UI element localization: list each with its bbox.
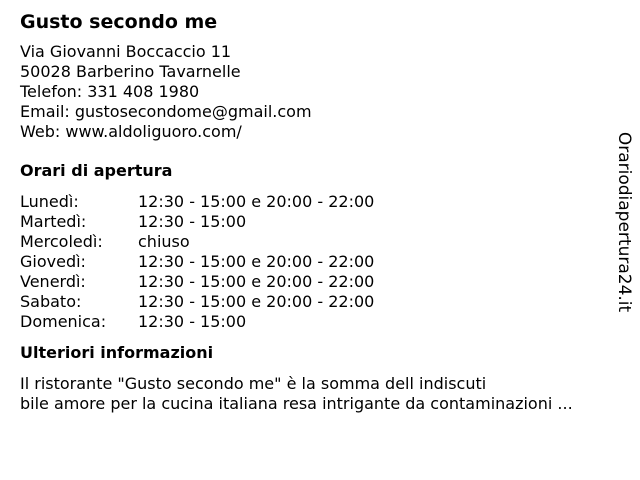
description-line-1: Il ristorante "Gusto secondo me" è la somma dell indiscuti: [20, 374, 487, 393]
day-label: Domenica:: [20, 312, 107, 331]
time-value: 12:30 - 15:00 e 20:00 - 22:00: [138, 272, 375, 291]
watermark-text: Orariodiapertura24.it: [614, 131, 634, 313]
site-watermark: [602, 131, 640, 313]
description-line-2: bile amore per la cucina italiana resa intrigante da contaminazioni ...: [20, 394, 573, 413]
day-label: Martedì:: [20, 212, 87, 231]
hours-row-thursday: [20, 252, 605, 272]
time-value: 12:30 - 15:00: [138, 212, 247, 231]
business-name: Gusto secondo me: [20, 11, 218, 33]
time-value: 12:30 - 15:00 e 20:00 - 22:00: [138, 192, 375, 211]
additional-info-title: Ulteriori informazioni: [20, 343, 214, 362]
email-line: Email: gustosecondome@gmail.com: [20, 102, 312, 121]
phone-line: Telefon: 331 408 1980: [20, 82, 200, 101]
address-line-2: 50028 Barberino Tavarnelle: [20, 62, 241, 81]
hours-row-sunday: [20, 312, 605, 332]
web-line: Web: www.aldoliguoro.com/: [20, 122, 242, 141]
day-label: Lunedì:: [20, 192, 79, 211]
time-value: 12:30 - 15:00 e 20:00 - 22:00: [138, 292, 375, 311]
time-value: 12:30 - 15:00 e 20:00 - 22:00: [138, 252, 375, 271]
time-value: 12:30 - 15:00: [138, 312, 247, 331]
day-label: Sabato:: [20, 292, 82, 311]
business-card: [20, 10, 605, 414]
opening-hours-table: [20, 192, 605, 332]
hours-row-friday: [20, 272, 605, 292]
hours-row-tuesday: [20, 212, 605, 232]
hours-row-saturday: [20, 292, 605, 312]
day-label: Venerdì:: [20, 272, 86, 291]
day-label: Giovedì:: [20, 252, 86, 271]
day-label: Mercoledì:: [20, 232, 103, 251]
opening-hours-title: Orari di apertura: [20, 161, 173, 180]
address-line-1: Via Giovanni Boccaccio 11: [20, 42, 232, 61]
hours-row-monday: [20, 192, 605, 212]
hours-row-wednesday: [20, 232, 605, 252]
time-value: chiuso: [138, 232, 190, 251]
